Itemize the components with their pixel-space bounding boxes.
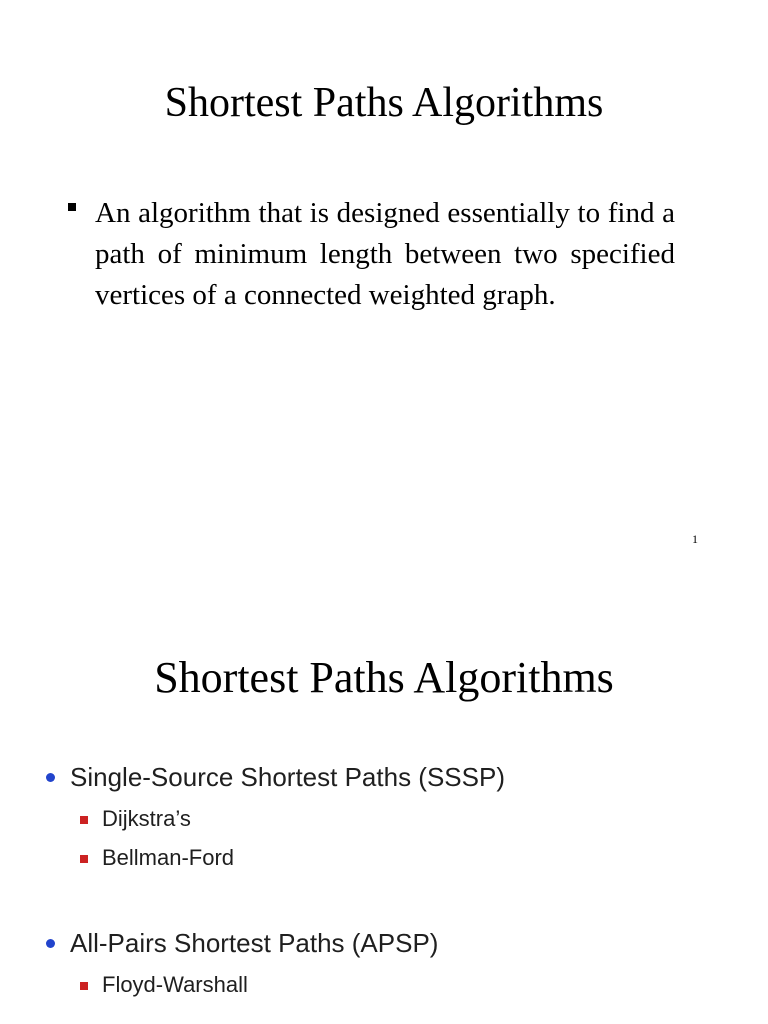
slide-1-bullet-text: An algorithm that is designed essentially to find a path of minimum length between two specified vertices of a connected weighted graph. [95, 197, 675, 311]
red-square-bullet-icon [80, 816, 88, 824]
bullet-sssp-label: Single-Source Shortest Paths (SSSP) [70, 762, 505, 792]
page-number: 1 [692, 532, 698, 546]
red-square-bullet-icon [80, 855, 88, 863]
slide-2 [0, 590, 768, 1024]
red-square-bullet-icon [80, 982, 88, 990]
blue-dot-bullet-icon [46, 773, 55, 782]
sub-bullet-dijkstra-label: Dijkstra’s [102, 806, 191, 831]
sub-bullet-bellman-ford-label: Bellman-Ford [102, 845, 235, 870]
bullet-apsp-label: All-Pairs Shortest Paths (APSP) [70, 928, 439, 958]
slide-2-title: Shortest Paths Algorithms [154, 653, 614, 702]
slide-1-title: Shortest Paths Algorithms [164, 80, 604, 126]
sub-bullet-floyd-warshall-label: Floyd-Warshall [102, 972, 248, 997]
blue-dot-bullet-icon [46, 939, 55, 948]
square-bullet-icon [68, 203, 76, 211]
